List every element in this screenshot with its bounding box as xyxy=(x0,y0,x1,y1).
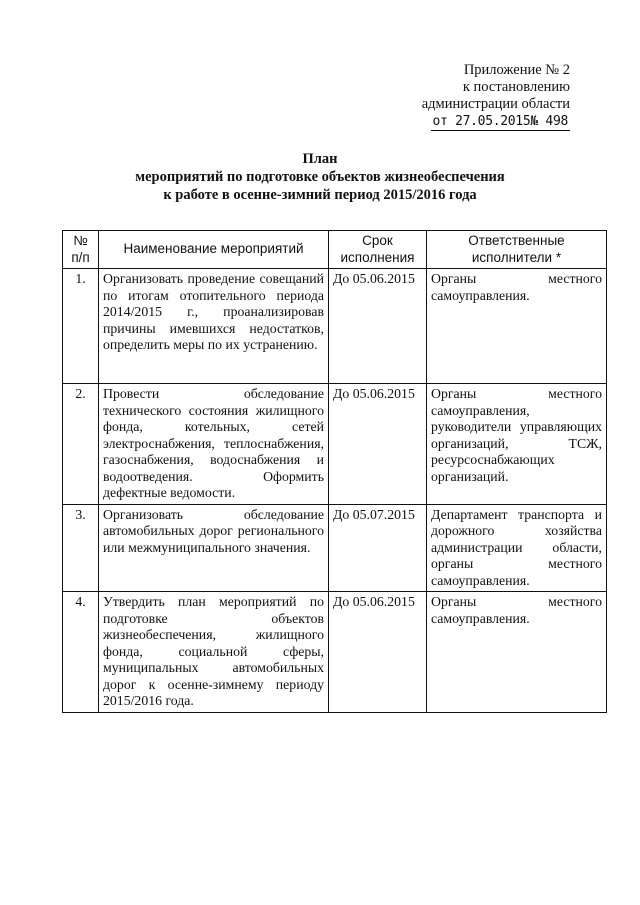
row-responsible: Органы местного самоуправления. xyxy=(427,592,607,713)
table-header-row xyxy=(63,231,607,269)
title-line-3: к работе в осенне-зимний период 2015/2016 года xyxy=(163,187,477,203)
header-responsible: Ответственные исполнители * xyxy=(427,231,607,269)
appendix-authority: администрации области xyxy=(421,96,570,112)
row-deadline: До 05.06.2015 xyxy=(329,269,427,384)
row-deadline: До 05.06.2015 xyxy=(329,592,427,713)
row-number: 3. xyxy=(63,504,99,592)
row-activity: Провести обследование технического состояния жилищного фонда, котельных, сетей электроснабжения, теплоснабжения, газоснабжения, водоснабжения и водоотведения. Оформить дефектные ведомости. xyxy=(99,384,329,505)
row-deadline: До 05.06.2015 xyxy=(329,384,427,505)
row-responsible: Департамент транспорта и дорожного хозяйства администрации области, органы местного самоуправления. xyxy=(427,504,607,592)
row-activity: Организовать проведение совещаний по итогам отопительного периода 2014/2015 г., проанализировав причины имевшихся недостатков, определить меры по их устранению. xyxy=(99,269,329,384)
row-number: 1. xyxy=(63,269,99,384)
header-name: Наименование мероприятий xyxy=(99,231,329,269)
plan-table xyxy=(62,230,607,713)
row-responsible: Органы местного самоуправления. xyxy=(427,269,607,384)
document-title xyxy=(60,150,580,204)
header-date: Срок исполнения xyxy=(329,231,427,269)
header-num: № п/п xyxy=(63,231,99,269)
row-activity: Утвердить план мероприятий по подготовке объектов жизнеобеспечения, жилищного фонда, социальной сферы, муниципальных автомобильных дорог к осенне-зимнему периоду 2015/2016 года. xyxy=(99,592,329,713)
table-row xyxy=(63,269,607,384)
row-responsible: Органы местного самоуправления, руководители управляющих организаций, ТСЖ, ресурсоснабжающих организаций. xyxy=(427,384,607,505)
decree-stamp-text: от 27.05.2015№ 498 xyxy=(432,114,568,129)
decree-date-number xyxy=(431,113,570,131)
row-deadline: До 05.07.2015 xyxy=(329,504,427,592)
row-number: 4. xyxy=(63,592,99,713)
appendix-decree-ref: к постановлению xyxy=(462,79,570,95)
row-number: 2. xyxy=(63,384,99,505)
appendix-block xyxy=(380,62,570,131)
table-row xyxy=(63,384,607,505)
title-line-2: мероприятий по подготовке объектов жизнеобеспечения xyxy=(135,169,505,185)
title-line-1: План xyxy=(302,151,338,167)
row-activity: Организовать обследование автомобильных дорог регионального или межмуниципального значения. xyxy=(99,504,329,592)
appendix-number: Приложение № 2 xyxy=(463,62,570,78)
table-row xyxy=(63,592,607,713)
table-row xyxy=(63,504,607,592)
